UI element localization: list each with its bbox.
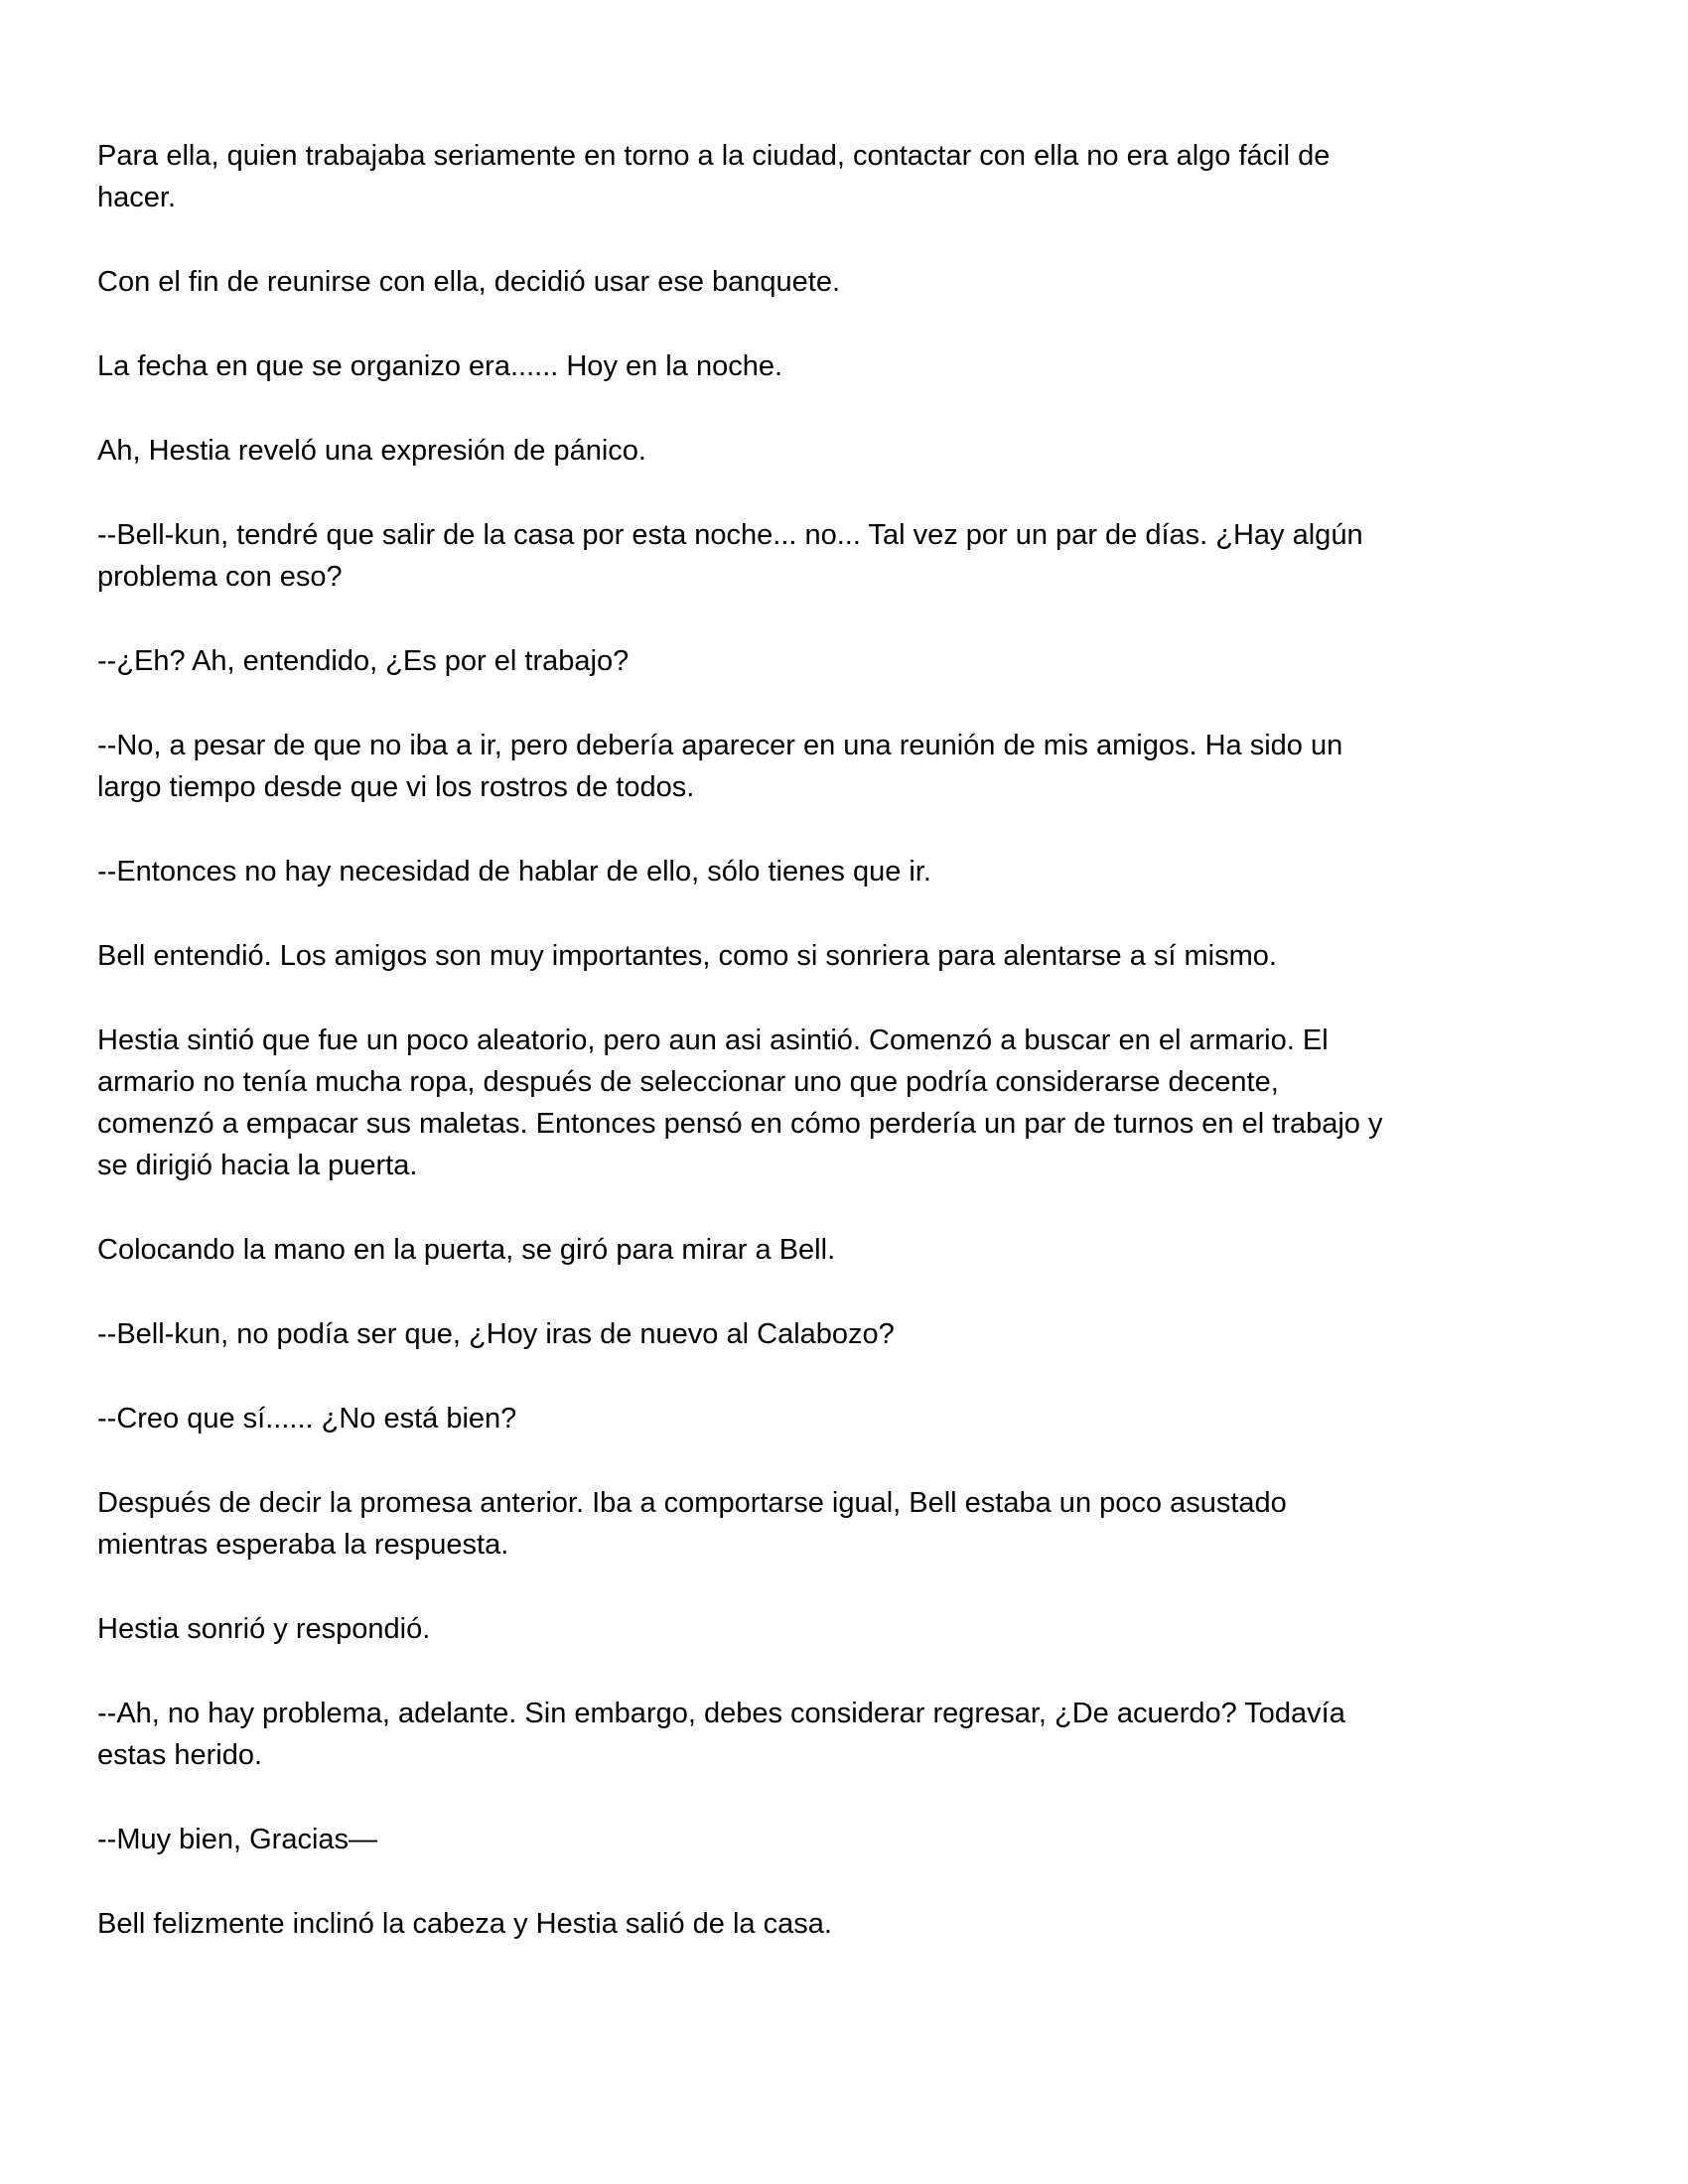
paragraph — [97, 1819, 1612, 1860]
text-line: --Ah, no hay problema, adelante. Sin embargo, debes considerar regresar, ¿De acuerdo? Todavía — [97, 1698, 1345, 1729]
text-line: --Creo que sí...... ¿No está bien? — [97, 1403, 517, 1434]
text-line: Después de decir la promesa anterior. Iba a comportarse igual, Bell estaba un poco asustado — [97, 1487, 1287, 1519]
text-line: problema con eso? — [97, 561, 343, 593]
text-line: --Muy bien, Gracias— — [97, 1824, 378, 1855]
text-line: Ah, Hestia reveló una expresión de pánico. — [97, 435, 646, 467]
text-line: --No, a pesar de que no iba a ir, pero debería aparecer en una reunión de mis amigos. Ha sido un — [97, 730, 1343, 761]
text-line: --Entonces no hay necesidad de hablar de ello, sólo tienes que ir. — [97, 856, 931, 887]
paragraph — [97, 1903, 1612, 1945]
text-line: Colocando la mano en la puerta, se giró para mirar a Bell. — [97, 1234, 836, 1266]
text-line: --Bell-kun, tendré que salir de la casa por esta noche... no... Tal vez por un par de días. ¿Hay algún — [97, 519, 1363, 551]
text-line: hacer. — [97, 182, 176, 213]
text-line: se dirigió hacia la puerta. — [97, 1150, 418, 1181]
paragraph — [97, 640, 1612, 682]
text-line: estas herido. — [97, 1739, 263, 1771]
text-line: comenzó a empacar sus maletas. Entonces pensó en cómo perdería un par de turnos en el trabajo y — [97, 1108, 1383, 1140]
document-text — [97, 135, 1612, 1987]
paragraph — [97, 1693, 1612, 1776]
text-line: armario no tenía mucha ropa, después de seleccionar uno que podría considerarse decente, — [97, 1066, 1279, 1098]
paragraph — [97, 1229, 1612, 1271]
paragraph — [97, 135, 1612, 218]
paragraph — [97, 1482, 1612, 1566]
paragraph — [97, 1398, 1612, 1439]
text-line: --Bell-kun, no podía ser que, ¿Hoy iras de nuevo al Calabozo? — [97, 1318, 895, 1350]
text-line: Con el fin de reunirse con ella, decidió usar ese banquete. — [97, 266, 841, 298]
text-line: --¿Eh? Ah, entendido, ¿Es por el trabajo? — [97, 645, 630, 677]
text-line: Hestia sintió que fue un poco aleatorio, pero aun asi asintió. Comenzó a buscar en el armario. El — [97, 1024, 1329, 1056]
paragraph — [97, 430, 1612, 472]
text-line: largo tiempo desde que vi los rostros de todos. — [97, 771, 695, 803]
paragraph — [97, 261, 1612, 303]
paragraph — [97, 725, 1612, 808]
text-line: Bell entendió. Los amigos son muy importantes, como si sonriera para alentarse a sí mismo. — [97, 940, 1277, 972]
text-line: Bell felizmente inclinó la cabeza y Hestia salió de la casa. — [97, 1908, 832, 1940]
paragraph — [97, 851, 1612, 892]
text-line: Para ella, quien trabajaba seriamente en torno a la ciudad, contactar con ella no era algo fácil de — [97, 140, 1331, 172]
paragraph — [97, 935, 1612, 977]
paragraph — [97, 514, 1612, 598]
text-line: La fecha en que se organizo era...... Hoy en la noche. — [97, 350, 783, 382]
text-line: mientras esperaba la respuesta. — [97, 1529, 509, 1561]
paragraph — [97, 1313, 1612, 1355]
paragraph — [97, 1608, 1612, 1650]
text-line: Hestia sonrió y respondió. — [97, 1613, 431, 1645]
paragraph — [97, 345, 1612, 387]
paragraph — [97, 1020, 1612, 1186]
